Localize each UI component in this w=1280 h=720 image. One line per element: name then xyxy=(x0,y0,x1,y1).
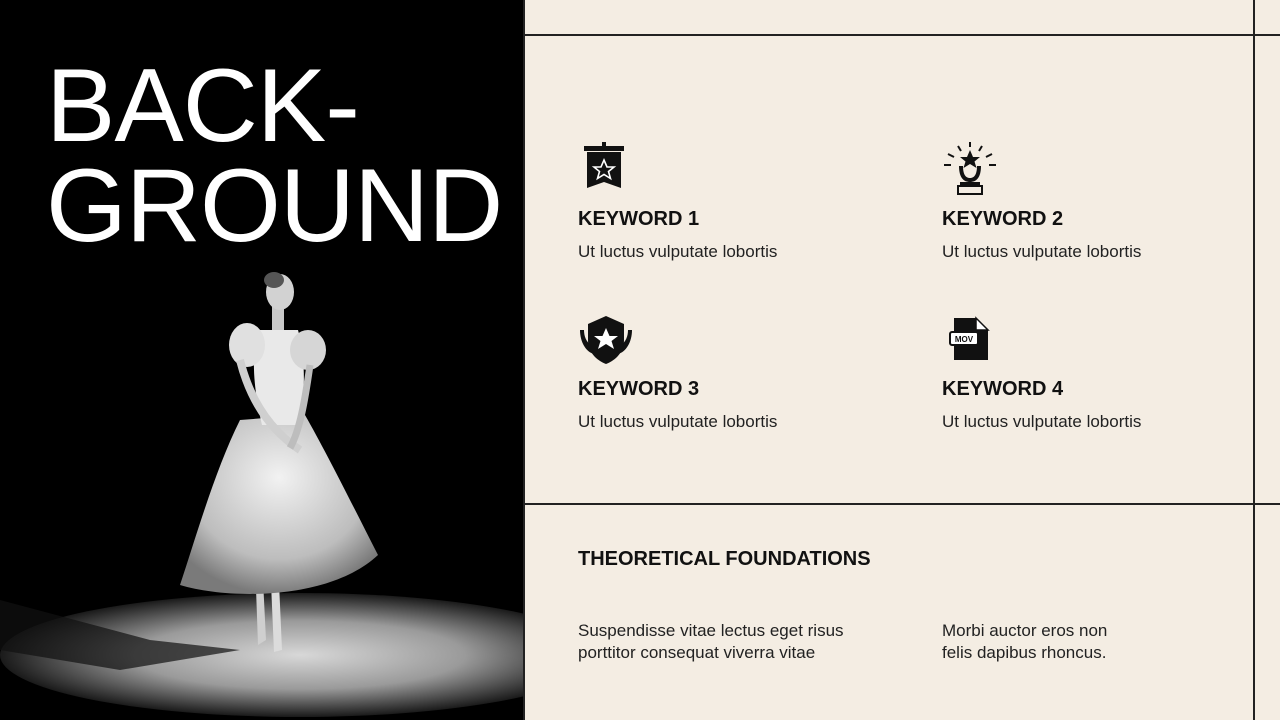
award-trophy-icon xyxy=(942,142,998,198)
theory-left-line-2: porttitor consequat viverra vitae xyxy=(578,643,816,662)
keyword-title: KEYWORD 2 xyxy=(942,208,1064,230)
slide-title xyxy=(46,48,503,264)
divider-vertical-left xyxy=(523,0,525,720)
theory-text-left xyxy=(578,620,878,664)
keyword-title: KEYWORD 4 xyxy=(942,378,1064,400)
theory-right-line-1: Morbi auctor eros non xyxy=(942,621,1108,640)
keyword-title: KEYWORD 3 xyxy=(578,378,700,400)
keyword-description: Ut luctus vulputate lobortis xyxy=(578,242,778,261)
keyword-title: KEYWORD 1 xyxy=(578,208,700,230)
keyword-description: Ut luctus vulputate lobortis xyxy=(578,412,778,431)
theory-text-right xyxy=(942,620,1242,664)
divider-horizontal-middle xyxy=(523,503,1280,505)
title-line-2: GROUND xyxy=(46,148,503,264)
title-line-1: BACK- xyxy=(46,48,359,164)
section-title: THEORETICAL FOUNDATIONS xyxy=(578,548,871,570)
divider-vertical-right xyxy=(1253,0,1255,720)
keyword-description: Ut luctus vulputate lobortis xyxy=(942,412,1142,431)
shield-star-icon xyxy=(578,312,634,368)
keyword-description: Ut luctus vulputate lobortis xyxy=(942,242,1142,261)
theory-left-line-1: Suspendisse vitae lectus eget risus xyxy=(578,621,844,640)
banner-star-icon xyxy=(578,142,634,198)
mov-file-icon xyxy=(942,312,998,368)
photo-panel xyxy=(0,0,523,720)
divider-horizontal-top xyxy=(523,34,1280,36)
file-type-label: MOV xyxy=(954,335,974,344)
theory-right-line-2: felis dapibus rhoncus. xyxy=(942,643,1107,662)
